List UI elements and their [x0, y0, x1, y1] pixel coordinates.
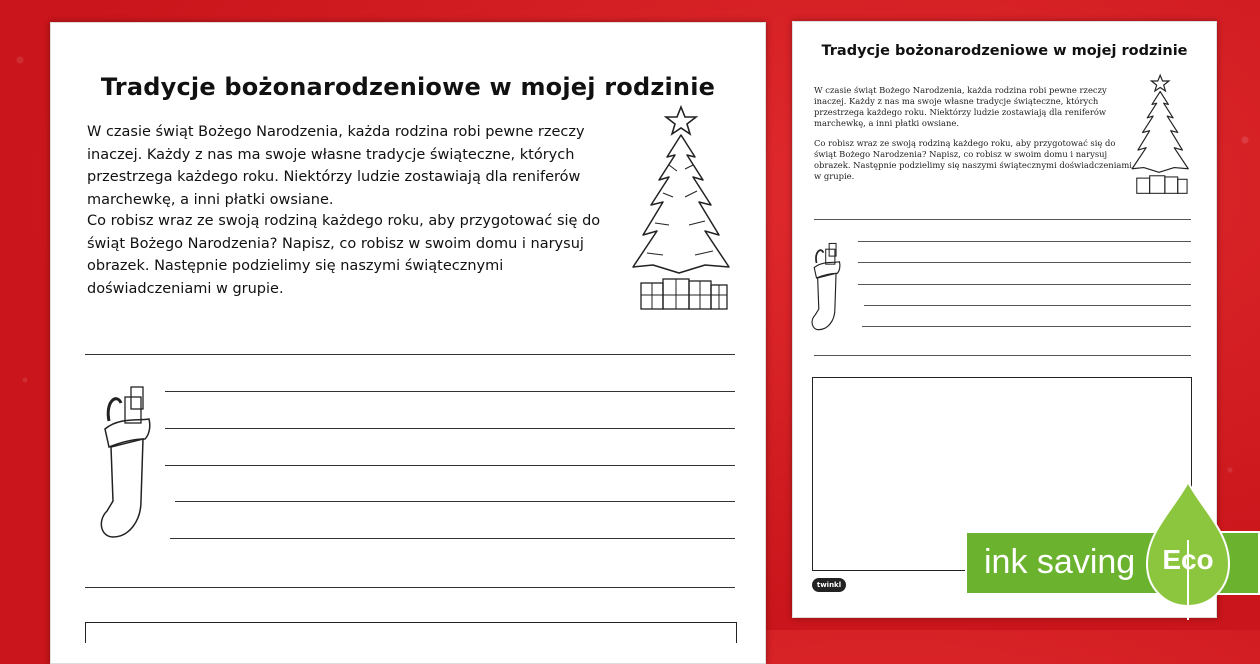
- worksheet-title: Tradycje bożonarodzeniowe w mojej rodzinie: [100, 73, 716, 101]
- drawing-box: [85, 622, 737, 643]
- writing-line: [85, 587, 735, 588]
- thumbnail-writing-line: [858, 262, 1191, 263]
- christmas-tree-icon: [619, 105, 739, 317]
- thumbnail-writing-line: [858, 284, 1191, 285]
- stocking-icon: [809, 240, 847, 332]
- instructions-paragraph: Co robisz wraz ze swoją rodziną każdego roku, aby przygotować się do świąt Bożego Narodzenia? Napisz, co robisz w swoim domu i narysuj obrazek. Następnie podzielimy się naszymi świątecznymi doświadczeniami w grupie.: [87, 213, 601, 297]
- thumbnail-instructions-paragraph: Co robisz wraz ze swoją rodziną każdego roku, aby przygotować się do świąt Bożego Narodzenia? Napisz, co robisz w swoim domu i narysuj obrazek. Następnie podzielimy się naszymi świątecznymi doświadczeniami w grupie.: [814, 138, 1132, 181]
- writing-line: [170, 538, 735, 539]
- intro-paragraph: W czasie świąt Bożego Narodzenia, każda rodzina robi pewne rzeczy inaczej. Każdy z nas ma swoje własne tradycje świąteczne, których przestrzega każdego roku. Niektórzy ludzie zostawiają dla reniferów marchewkę, a inni płatki owsiane.: [87, 124, 585, 208]
- worksheet-preview-large: [50, 22, 766, 664]
- thumbnail-writing-line: [858, 241, 1191, 242]
- thumbnail-intro-paragraph: W czasie świąt Bożego Narodzenia, każda rodzina robi pewne rzeczy inaczej. Każdy z nas ma swoje własne tradycje świąteczne, których przestrzega każdego roku. Niektórzy ludzie zostawiają dla reniferów marchewkę, a inni płatki owsiane.: [814, 85, 1107, 128]
- writing-line: [165, 465, 735, 466]
- thumbnail-title: Tradycje bożonarodzeniowe w mojej rodzinie: [821, 43, 1188, 59]
- stocking-icon: [99, 381, 159, 541]
- writing-line: [165, 391, 735, 392]
- writing-line: [175, 501, 735, 502]
- writing-line: [165, 428, 735, 429]
- writing-line: [85, 354, 735, 355]
- ink-saving-label: ink saving: [984, 543, 1136, 581]
- christmas-tree-icon: [1123, 74, 1195, 198]
- thumbnail-writing-line: [864, 305, 1191, 306]
- thumbnail-writing-line: [814, 219, 1191, 220]
- thumbnail-writing-line: [862, 326, 1191, 327]
- eco-label: Eco: [1162, 544, 1214, 575]
- twinkl-logo: twinkl: [812, 578, 846, 592]
- thumbnail-writing-line: [814, 355, 1191, 356]
